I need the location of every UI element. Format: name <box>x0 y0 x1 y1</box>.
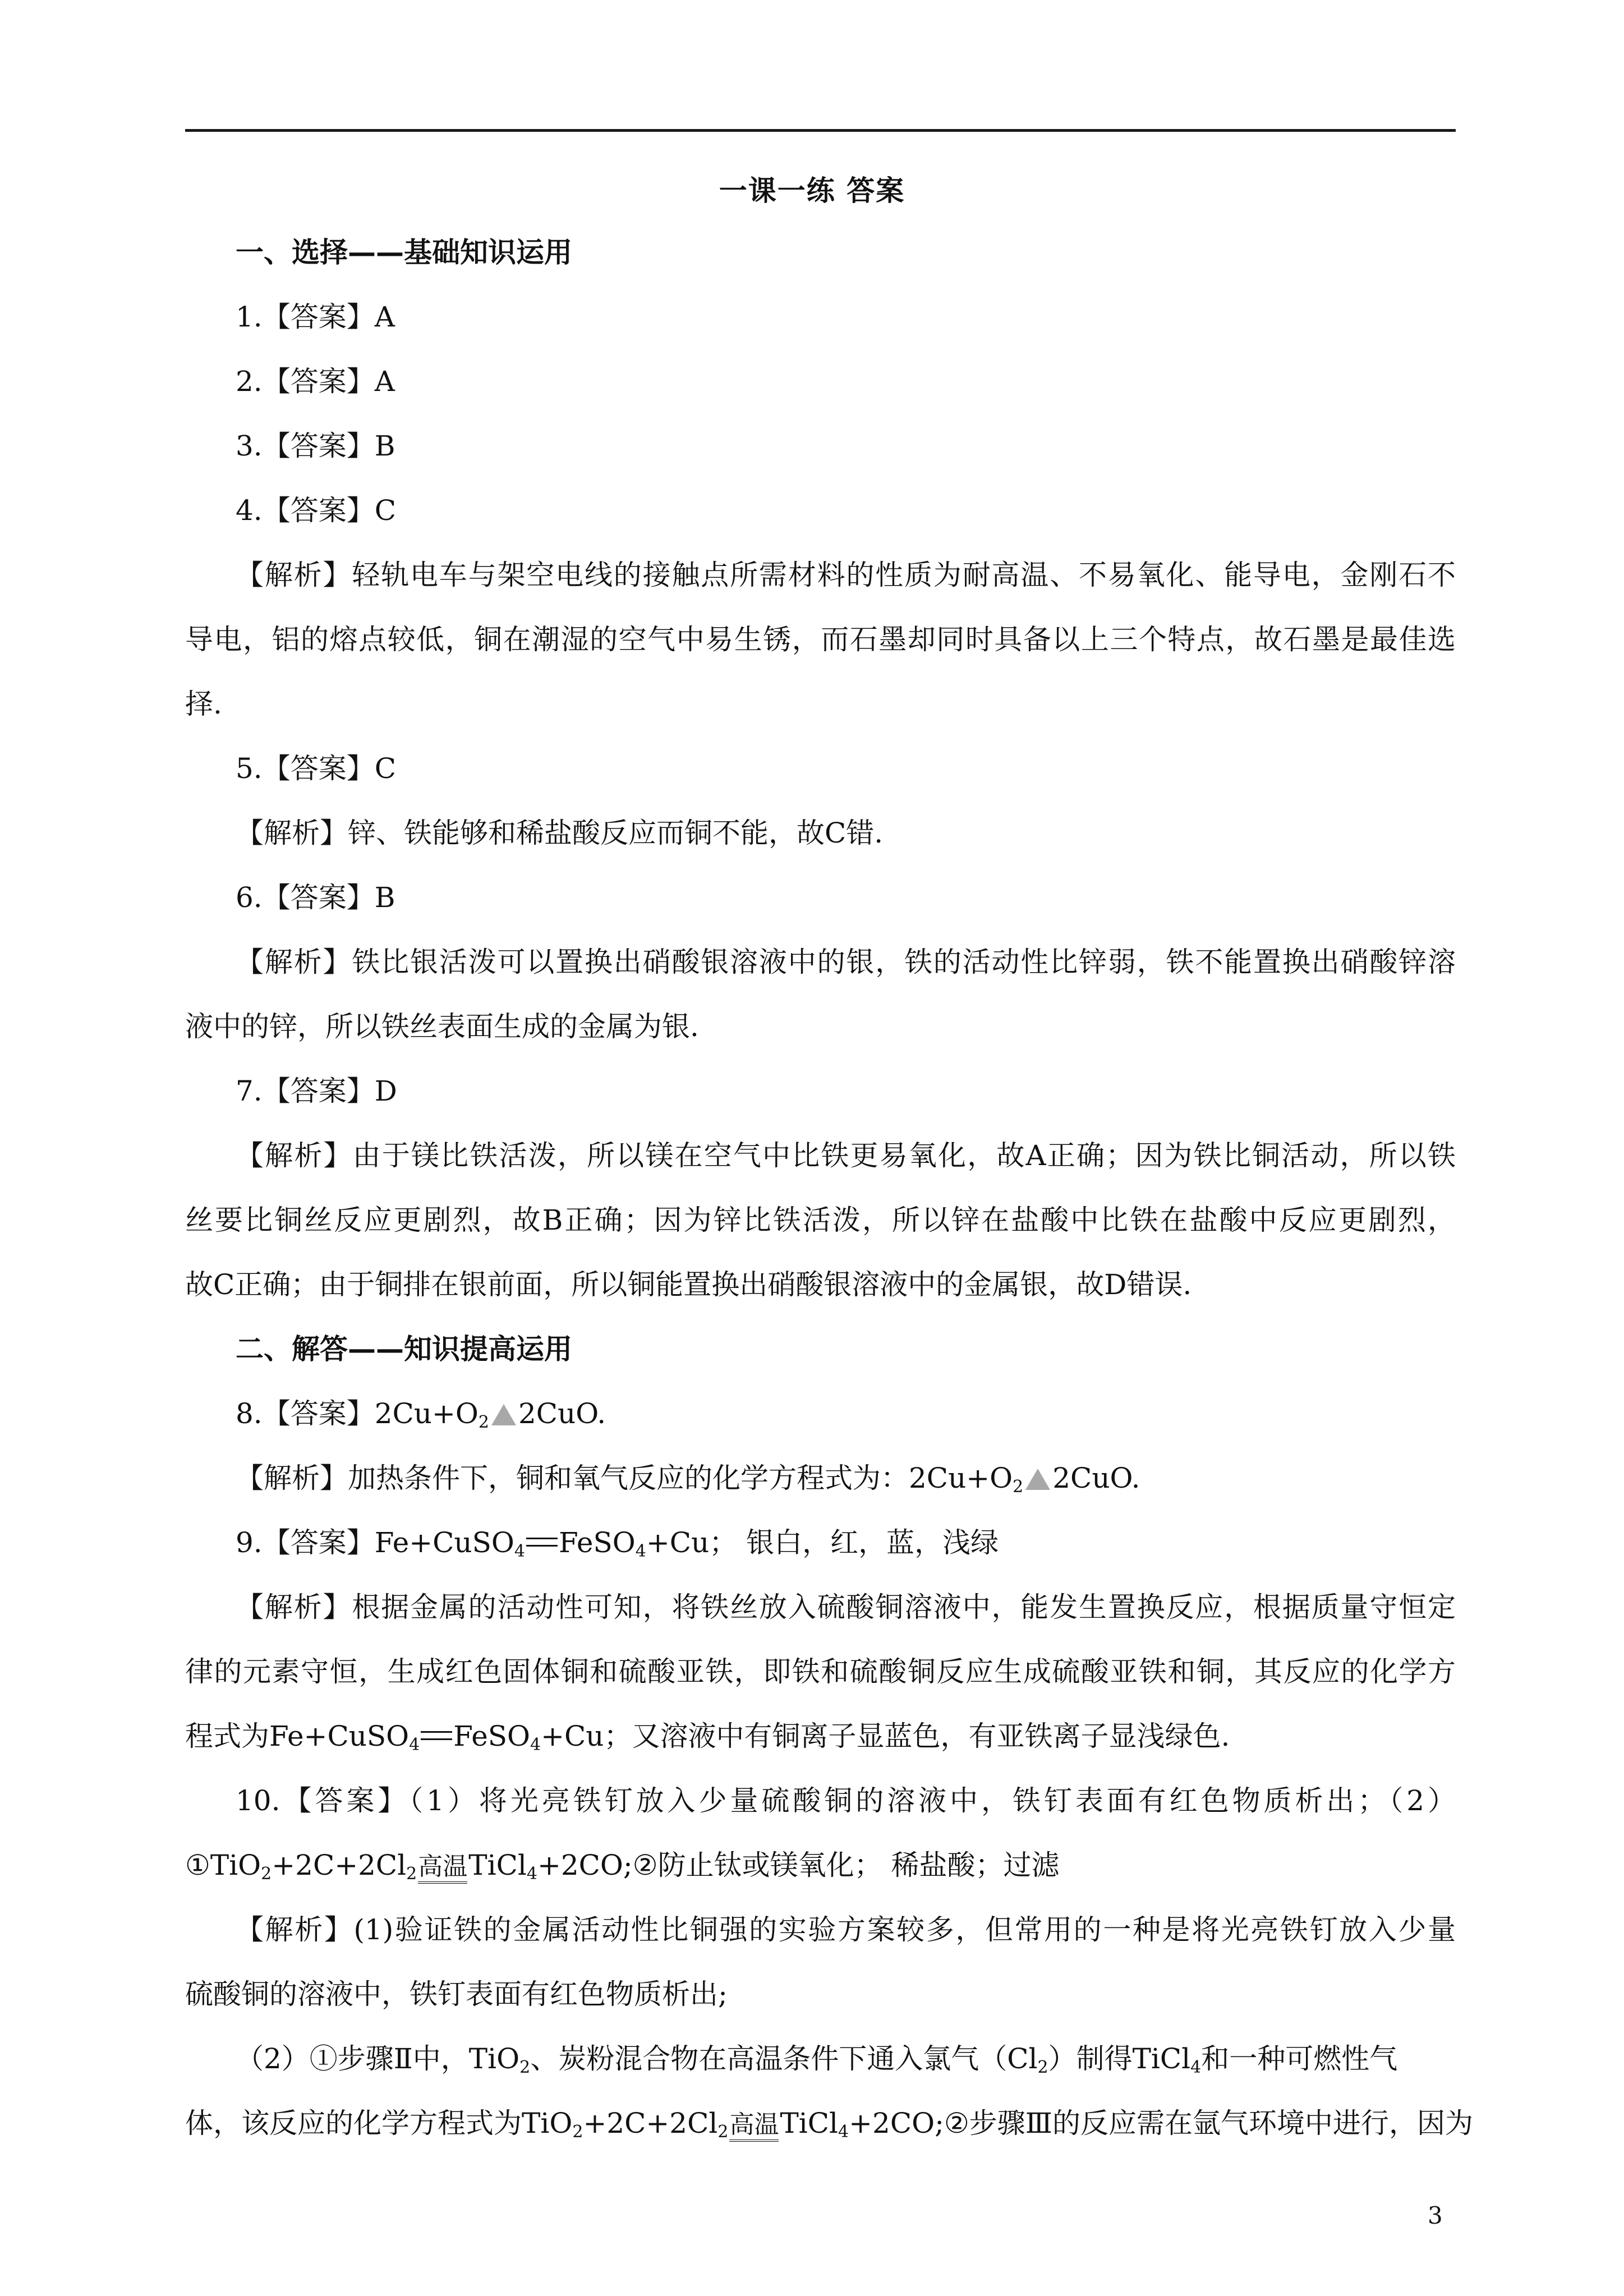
explanation-4-line-1: 【解析】轻轨电车与架空电线的接触点所需材料的性质为耐高温、不易氧化、能导电，金刚石不 <box>236 559 1456 591</box>
equation-cu: $2Cu+O_2$ 2CuO. <box>909 1462 1140 1497</box>
heating-triangle-icon <box>1025 1469 1050 1490</box>
answer-8-prefix: 8.【答案】 <box>236 1397 375 1430</box>
answer-7: 7.【答案】D <box>236 1075 397 1107</box>
equation-fe: Fe+CuSO$_4$ FeSO$_4$+Cu <box>374 1526 710 1561</box>
page-title: 一课一练 答案 <box>719 174 905 207</box>
explanation-9-line-1: 【解析】根据金属的活动性可知，将铁丝放入硫酸铜溶液中，能发生置换反应，根据质量守恒定 <box>236 1591 1456 1623</box>
answer-10-line-1: 10.【答案】（1）将光亮铁钉放入少量硫酸铜的溶液中，铁钉表面有红色物质析出；（2） <box>236 1784 1456 1817</box>
answer-5: 5.【答案】C <box>236 752 396 785</box>
explanation-10-line-4: 体，该反应的化学方程式为$TiO_2+2C+2Cl_2$高温TiCl$_4$+2CO;②步骤Ⅲ的反应需在氩气环境中进行，因为 <box>185 2107 1473 2142</box>
high-temperature-condition: 高温 <box>728 2106 780 2142</box>
explanation-4-line-2: 导电，铝的熔点较低，铜在潮湿的空气中易生锈，而石墨却同时具备以上三个特点，故石墨是最佳选 <box>185 623 1456 656</box>
explanation-10-line-3: （2）①步骤Ⅱ中，TiO$_2$、炭粉混合物在高温条件下通入氯气$(Cl_2)$制得TiCl$_4$和一种可燃性气 <box>236 2042 1398 2077</box>
answer-8 <box>236 1397 606 1430</box>
section-heading-choice: 一、选择——基础知识运用 <box>236 236 572 269</box>
answer-2: 2.【答案】A <box>236 365 395 398</box>
explanation-10-line-2: 硫酸铜的溶液中，铁钉表面有红色物质析出; <box>185 1978 728 2010</box>
heating-triangle-icon <box>491 1404 516 1425</box>
equation-fe: Fe+CuSO$_4$ FeSO$_4$+Cu <box>269 1720 604 1755</box>
equals-sign-icon <box>526 1538 558 1547</box>
equals-sign-icon <box>421 1731 452 1740</box>
explanation-6-line-2: 液中的锌，所以铁丝表面生成的金属为银. <box>185 1010 699 1043</box>
explanation-4-line-3: 择. <box>185 688 222 720</box>
answer-3: 3.【答案】B <box>236 430 395 462</box>
section-heading-answers: 二、解答——知识提高运用 <box>236 1333 572 1365</box>
answer-4: 4.【答案】C <box>236 494 396 527</box>
equation-cu: $2Cu+O_2$ 2CuO. <box>374 1397 606 1432</box>
explanation-6-line-1: 【解析】铁比银活泼可以置换出硝酸银溶液中的银，铁的活动性比锌弱，铁不能置换出硝酸锌溶 <box>236 946 1456 978</box>
explanation-7-line-2: 丝要比铜丝反应更剧烈，故B正确；因为锌比铁活泼，所以锌在盐酸中比铁在盐酸中反应更剧烈， <box>185 1204 1456 1236</box>
explanation-9-line-3: 程式为Fe+CuSO$_4$ FeSO$_4$+Cu；又溶液中有铜离子显蓝色，有亚铁离子显浅绿色. <box>185 1720 1230 1755</box>
explanation-7-line-3: 故C正确；由于铜排在银前面，所以铜能置换出硝酸银溶液中的金属银，故D错误. <box>185 1268 1192 1301</box>
explanation-8: 【解析】加热条件下，铜和氧气反应的化学方程式为：$2Cu+O_2$ 2CuO. <box>236 1462 1140 1497</box>
high-temperature-condition: 高温 <box>417 1848 468 1884</box>
explanation-9-line-2: 律的元素守恒，生成红色固体铜和硫酸亚铁，即铁和硫酸铜反应生成硫酸亚铁和铜，其反应的化学方 <box>185 1655 1456 1688</box>
header-rule <box>185 129 1456 132</box>
explanation-7-line-1: 【解析】由于镁比铁活泼，所以镁在空气中比铁更易氧化，故A正确；因为铁比铜活动，所以铁 <box>236 1139 1456 1172</box>
page-number: 3 <box>1428 2202 1443 2229</box>
answer-1: 1.【答案】A <box>236 301 395 333</box>
answer-6: 6.【答案】B <box>236 881 395 914</box>
explanation-5: 【解析】锌、铁能够和稀盐酸反应而铜不能，故C错. <box>236 817 884 849</box>
answer-10-line-2: $①TiO_2+2C+2Cl_2$高温TiCl$_4$+2CO;②防止钛或镁氧化； 稀盐酸；过滤 <box>185 1849 1060 1884</box>
answer-9: 9.【答案】Fe+CuSO$_4$ FeSO$_4$+Cu； 银白，红，蓝，浅绿 <box>236 1526 999 1561</box>
explanation-10-line-1: 【解析】(1)验证铁的金属活动性比铜强的实验方案较多，但常用的一种是将光亮铁钉放入少量 <box>236 1913 1456 1946</box>
